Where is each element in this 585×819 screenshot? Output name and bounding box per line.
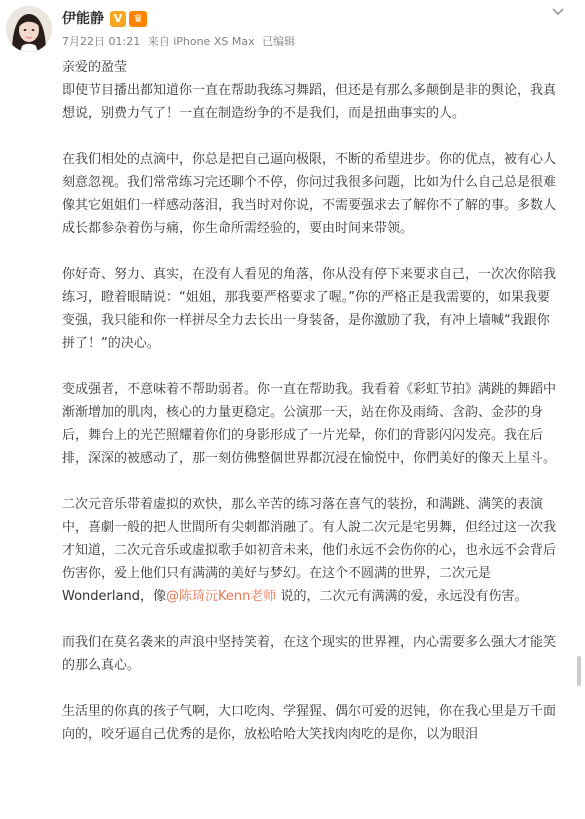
post-body	[62, 56, 562, 769]
crown-badge-icon[interactable]: ♛	[129, 11, 147, 27]
paragraph-5-text-b: 说的，二次元有满满的爱，永远没有伤害。	[276, 589, 528, 604]
paragraph-5-text-a: 二次元音乐带着虚拟的欢快，那么辛苦的练习落在喜气的装扮，和满跳、满笑的表演中，喜劇一般的把人世間所有尖刺都消融了。有人說二次元是宅男舞，但经过这一次我才知道，二次元音乐或虚拟歌手如初音未来，他们永远不会伤你的心，也永远不会背后伤害你，爱上他们只有满满的美好与梦幻。在这个不圆满的世界，二次元是Wonderland，像	[62, 497, 557, 604]
post-timestamp[interactable]: 7月22日 01:21	[62, 35, 141, 48]
post-paragraph-2: 在我们相处的点滴中，你总是把自己逼向极限，不断的希望进步。你的优点，被有心人刻意忽视。我们常常练习完还聊个不停，你问过我很多问题，比如为什么自己总是很难像其它姐姐们一样感动落泪，我当时对你说，不需要强求去了解你不了解的事。多数人成长都参杂着伤与痛，你生命所需经验的，要由时间来带领。	[62, 152, 557, 236]
post-paragraph-5	[62, 493, 562, 608]
vip-badge-icon[interactable]: V	[110, 11, 126, 27]
post-paragraph-1: 即使节目播出都知道你一直在帮助我练习舞蹈，但还是有那么多颠倒是非的舆论，我真想说，别费力气了！一直在制造纷争的不是我们，而是扭曲事实的人。	[62, 83, 557, 121]
post-paragraph-3: 你好奇、努力、真实，在没有人看见的角落，你从没有停下来要求自己，一次次你陪我练习，瞪着眼睛说：“姐姐，那我要严格要求了喔。”你的严格正是我需要的，如果我要变强，我只能和你一样拼尽全力去长出一身装备，是你激励了我，有冲上墙喊“我跟你拼了！”的决心。	[62, 267, 557, 351]
avatar-photo-icon	[6, 6, 52, 52]
username[interactable]: 伊能静	[62, 11, 104, 27]
post-source: 来自 iPhone XS Max	[147, 35, 255, 48]
avatar[interactable]	[6, 6, 52, 52]
post-header	[0, 0, 585, 56]
user-badges	[110, 10, 147, 28]
edited-label[interactable]: 已编辑	[262, 35, 296, 48]
scrollbar-thumb[interactable]	[577, 656, 581, 686]
post-paragraph-4: 变成强者，不意味着不帮助弱者。你一直在帮助我。我看着《彩虹节拍》满跳的舞蹈中渐渐增加的肌肉，核心的力量更稳定。公演那一天，站在你及雨绮、含韵、金莎的身后，舞台上的光芒照耀着你们的身影形成了一片光晕，你们的背影闪闪发亮。我在后排，深深的被感动了，那一刻仿佛整個世界都沉浸在愉悦中，你們美好的像天上星斗。	[62, 382, 557, 466]
post-paragraph-7: 生活里的你真的孩子气啊，大口吃肉、学猩猩、偶尔可爱的迟钝，你在我心里是万千面向的，咬牙逼自己优秀的是你，放松哈哈大笑找肉肉吃的是你，以为眼泪	[62, 704, 557, 742]
mention-link[interactable]: @陈琦沅Kenn老师	[165, 589, 277, 604]
post-paragraph-6: 而我们在莫名袭来的声浪中坚持笑着，在这个现实的世界裡，内心需要多么强大才能笑的那么真心。	[62, 635, 557, 673]
post-salutation: 亲爱的盈莹	[62, 60, 128, 75]
post-meta	[62, 34, 299, 50]
chevron-down-icon[interactable]	[548, 4, 568, 20]
